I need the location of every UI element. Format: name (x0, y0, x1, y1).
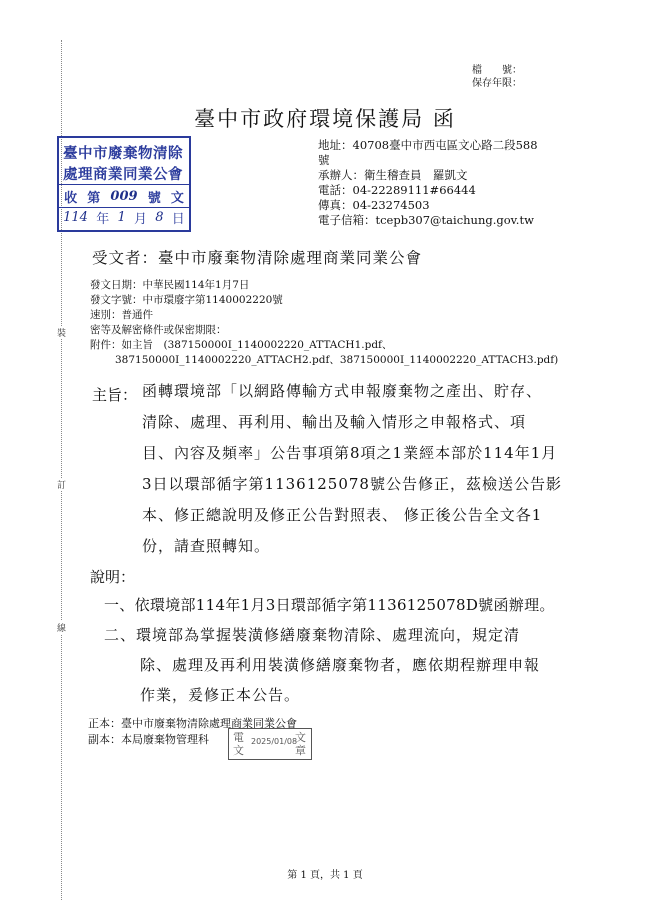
seal-right-text: 文章 (295, 731, 306, 757)
sender-phone: 電話：04-22289111#66444 (318, 183, 476, 197)
explanation-item-2-line-1: 二、環境部為掌握裝潢修繕廢棄物清除、處理流向，規定清 (104, 626, 521, 644)
stamp-number: 009 (110, 188, 138, 204)
stamp-di: 第 (87, 190, 101, 206)
stamp-nian: 年 (96, 211, 110, 227)
subject-line-1: 函轉環境部「以網路傳輸方式申報廢棄物之產出、貯存、 (142, 382, 543, 400)
subject-line-3: 目、內容及頻率」公告事項第8項之1業經本部於114年1月 (142, 444, 558, 462)
stamp-org-line2: 處理商業同業公會 (63, 167, 183, 183)
seal-left-text: 電文 (233, 731, 244, 757)
page-footer: 第 1 頁，共 1 頁 (287, 870, 363, 881)
sender-address: 地址：40708臺中市西屯區文心路二段588 (318, 138, 538, 152)
binding-mark-ding: 訂 (57, 478, 66, 491)
official-seal (228, 728, 312, 760)
sender-handler: 承辦人：衛生稽查員 羅凱文 (318, 168, 468, 182)
stamp-year: 114 (63, 209, 88, 225)
retention-label: 保存年限： (472, 78, 522, 89)
subject-line-4: 3日以環部循字第1136125078號公告修正，茲檢送公告影 (142, 475, 562, 493)
file-number-label: 檔 號： (472, 65, 522, 76)
stamp-wen: 文 (170, 190, 184, 206)
receipt-stamp (57, 136, 191, 232)
document-number: 發文字號：中市環廢字第1140002220號 (90, 294, 283, 306)
seal-date: 2025/01/08 (251, 737, 298, 746)
stamp-org-line1: 臺中市廢棄物清除 (63, 146, 183, 162)
cc-recipient: 副本：本局廢棄物管理科 (88, 733, 209, 746)
original-recipient: 正本：臺中市廢棄物清除處理商業同業公會 (88, 717, 297, 730)
attachment-line-cont: 387150000I_1140002220_ATTACH2.pdf、387150000I_1140002220_ATTACH3.pdf) (115, 354, 559, 366)
stamp-ri: 日 (171, 211, 185, 227)
document-title: 臺中市政府環境保護局 函 (194, 107, 456, 131)
sender-email: 電子信箱：tcepb307@taichung.gov.tw (318, 213, 534, 227)
explanation-item-2-line-3: 作業，爰修正本公告。 (140, 686, 301, 704)
recipient: 受文者：臺中市廢棄物清除處理商業同業公會 (92, 249, 423, 267)
explanation-item-2-line-2: 除、處理及再利用裝潢修繕廢棄物者，應依期程辦理申報 (140, 656, 541, 674)
stamp-date-row (59, 206, 189, 228)
stamp-recv: 收 (64, 190, 78, 206)
binding-mark-zhuang: 裝 (57, 326, 66, 339)
subject-line-6: 份，請查照轉知。 (142, 537, 271, 555)
sender-info (318, 138, 538, 228)
stamp-hao: 號 (147, 190, 161, 206)
binding-mark-xian: 線 (57, 621, 66, 634)
stamp-yue: 月 (134, 211, 148, 227)
stamp-number-row (59, 184, 189, 208)
explanation-label: 說明： (90, 568, 136, 586)
stamp-day: 8 (155, 209, 164, 225)
secrecy-level: 密等及解密條件或保密期限： (90, 324, 227, 336)
subject-label: 主旨： (92, 386, 138, 404)
issue-date: 發文日期：中華民國114年1月7日 (90, 279, 250, 291)
delivery-speed: 速別：普通件 (90, 309, 153, 321)
stamp-month: 1 (117, 209, 126, 225)
subject-line-2: 清除、處理、再利用、輸出及輸入情形之申報格式、項 (142, 413, 527, 431)
sender-fax: 傳真：04-23274503 (318, 198, 430, 212)
subject-line-5: 本、修正總說明及修正公告對照表、 修正後公告全文各1 (142, 506, 543, 524)
explanation-item-1: 一、依環境部114年1月3日環部循字第1136125078D號函辦理。 (104, 596, 555, 614)
attachment-line: 附件：如主旨 (387150000I_1140002220_ATTACH1.pdf、 (90, 339, 393, 351)
sender-address-cont: 號 (318, 153, 330, 167)
